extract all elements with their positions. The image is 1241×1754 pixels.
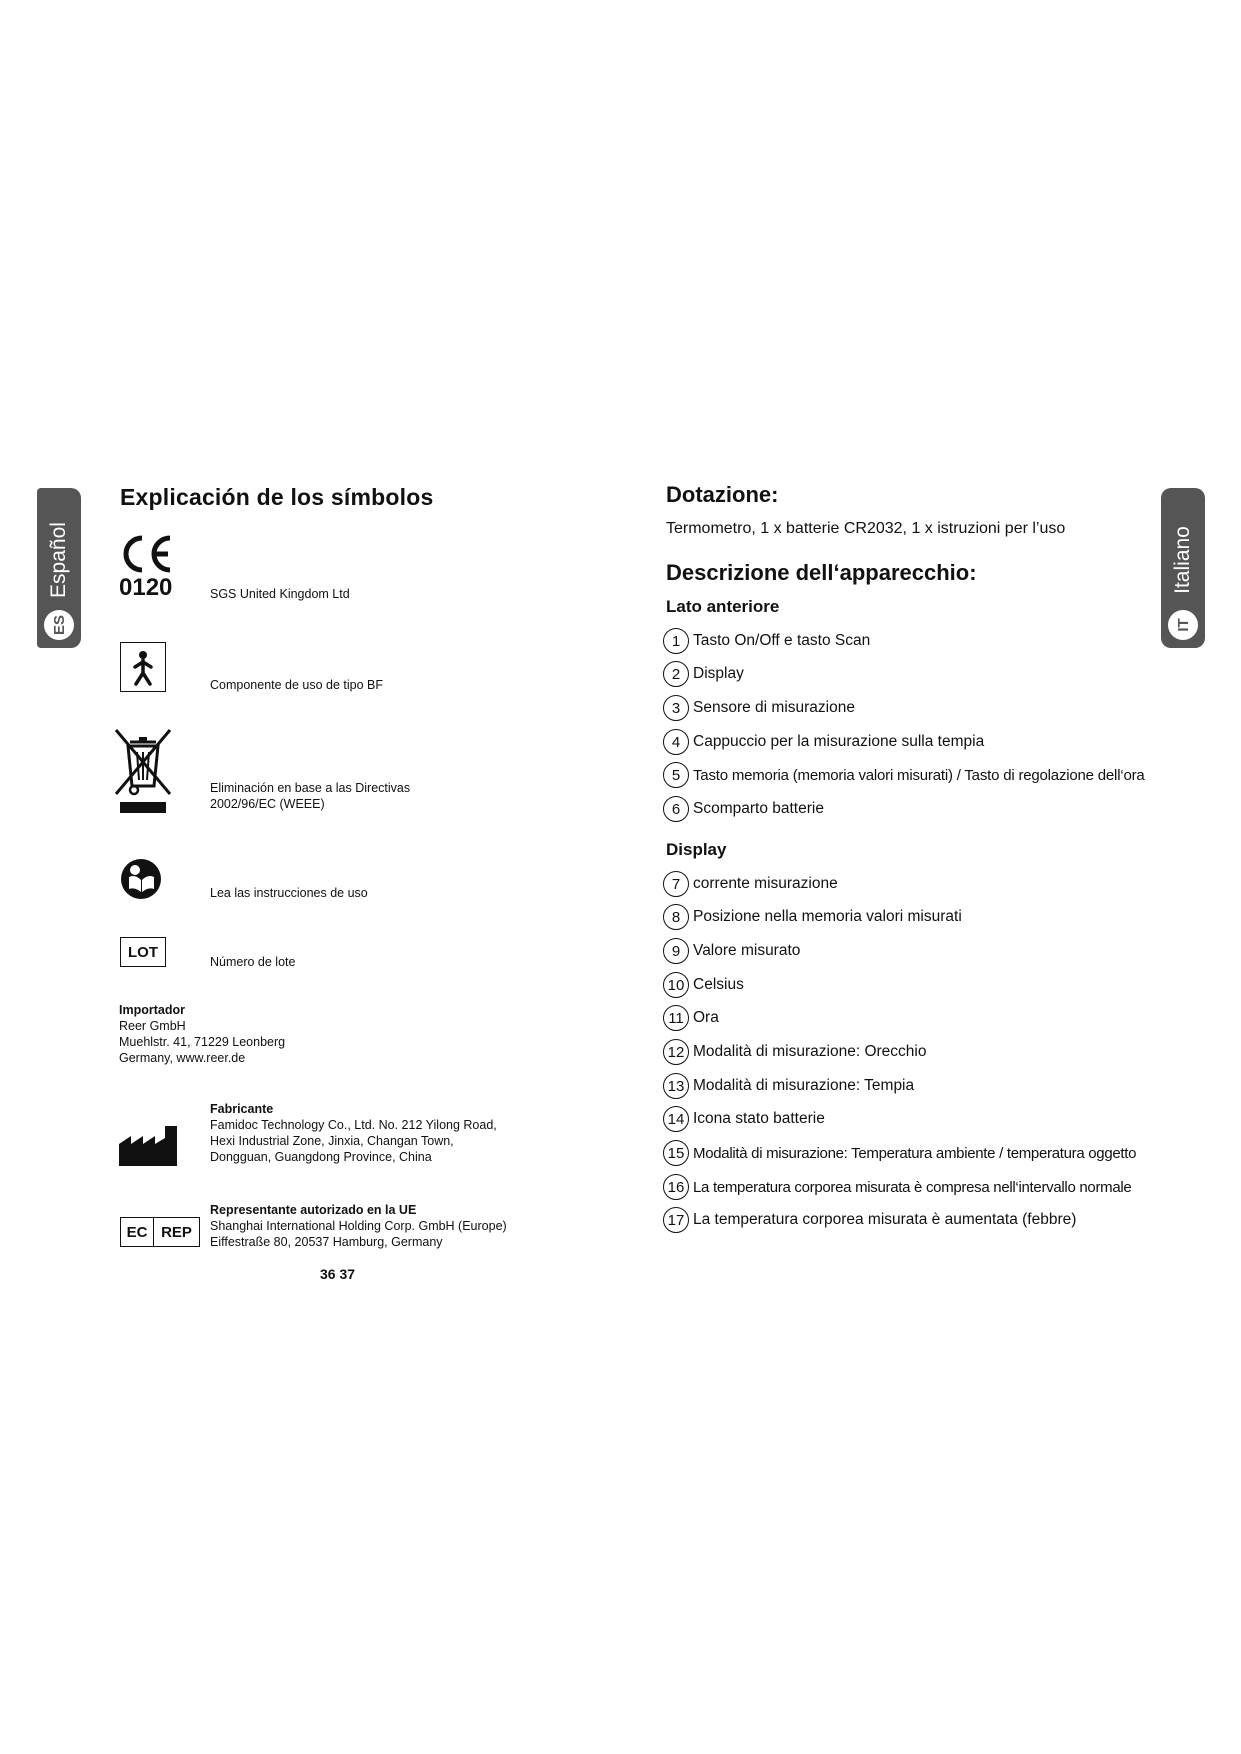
item-text: Sensore di misurazione: [693, 699, 855, 716]
eu-rep-block: [210, 1202, 507, 1250]
ce-notified-body-number: 0120: [119, 574, 173, 601]
list-item: [663, 1205, 1076, 1235]
ec-rep-icon-rep: REP: [161, 1223, 192, 1241]
language-tab-it-label: Italiano: [1171, 526, 1194, 594]
list-item: [663, 936, 800, 966]
list-item: [663, 1138, 1136, 1168]
dotazione-title: Dotazione:: [666, 482, 779, 507]
display-heading: Display: [666, 840, 727, 859]
importer-block: [119, 1002, 285, 1066]
item-text: Scomparto batterie: [693, 800, 824, 817]
item-number-badge: 13: [663, 1073, 689, 1099]
eu-rep-line: Shanghai International Holding Corp. GmbH (Europe): [210, 1219, 507, 1233]
item-text: Modalità di misurazione: Tempia: [693, 1077, 915, 1094]
dotazione-text: Termometro, 1 x batterie CR2032, 1 x istruzioni per l’uso: [666, 520, 1066, 537]
item-text: Modalità di misurazione: Temperatura ambiente / temperatura oggetto: [693, 1144, 1137, 1162]
list-item: [663, 626, 870, 656]
item-text: Display: [693, 665, 744, 682]
list-item: [663, 869, 838, 899]
ec-rep-icon: [120, 1217, 200, 1247]
item-number-badge: 3: [663, 695, 689, 721]
list-item: [663, 693, 855, 723]
list-item: [663, 760, 1145, 790]
weee-bin-icon: [112, 728, 174, 819]
item-text: Icona stato batterie: [693, 1110, 825, 1127]
importer-heading: Importador: [119, 1003, 185, 1017]
ce-mark-caption: SGS United Kingdom Ltd: [210, 587, 350, 601]
importer-line: Reer GmbH: [119, 1019, 186, 1033]
lot-caption: Número de lote: [210, 955, 296, 969]
list-item: [663, 659, 744, 689]
symbols-title: Explicación de los símbolos: [120, 484, 434, 510]
item-text: Modalità di misurazione: Orecchio: [693, 1043, 927, 1060]
list-item: [663, 1003, 719, 1033]
type-bf-icon: [120, 642, 166, 692]
item-number-badge: 5: [663, 762, 689, 788]
item-text: corrente misurazione: [693, 875, 838, 892]
manufacturer-icon: [119, 1126, 177, 1171]
descrizione-title: Descrizione dell‘apparecchio:: [666, 560, 977, 585]
read-instructions-icon: [120, 858, 162, 905]
item-number-badge: 17: [663, 1207, 689, 1233]
item-number-badge: 11: [663, 1005, 689, 1031]
read-instructions-caption: Lea las instrucciones de uso: [210, 886, 368, 900]
manufacturer-heading: Fabricante: [210, 1102, 274, 1116]
item-text: Tasto memoria (memoria valori misurati) / Tasto di regolazione dell‘ora: [693, 766, 1145, 784]
item-text: Ora: [693, 1009, 719, 1026]
list-item: [663, 902, 962, 932]
type-bf-caption: Componente de uso de tipo BF: [210, 678, 384, 692]
weee-caption-line2: 2002/96/EC (WEEE): [210, 797, 325, 811]
item-text: La temperatura corporea misurata è compresa nell‘intervallo normale: [693, 1178, 1132, 1196]
item-number-badge: 12: [663, 1039, 689, 1065]
item-number-badge: 6: [663, 796, 689, 822]
list-item: [663, 1172, 1131, 1202]
list-item: [663, 1037, 926, 1067]
item-number-badge: 15: [663, 1140, 689, 1166]
item-text: Cappuccio per la misurazione sulla tempia: [693, 733, 985, 750]
item-number-badge: 4: [663, 729, 689, 755]
lot-icon: [120, 937, 166, 967]
language-tab-es-code: ES: [44, 610, 74, 640]
item-number-badge: 10: [663, 972, 689, 998]
ec-rep-icon-ec: EC: [121, 1218, 154, 1246]
manufacturer-line: Hexi Industrial Zone, Jinxia, Changan Town,: [210, 1134, 454, 1148]
item-text: Celsius: [693, 976, 744, 993]
importer-line: Germany, www.reer.de: [119, 1051, 246, 1065]
item-number-badge: 16: [663, 1174, 689, 1200]
list-item: [663, 794, 824, 824]
language-tab-it: [1161, 488, 1205, 648]
list-item: [663, 727, 984, 757]
lot-icon-text: LOT: [128, 943, 158, 961]
item-number-badge: 8: [663, 904, 689, 930]
item-text: Valore misurato: [693, 942, 801, 959]
list-item: [663, 970, 744, 1000]
item-text: La temperatura corporea misurata è aumentata (febbre): [693, 1211, 1077, 1228]
item-text: Tasto On/Off e tasto Scan: [693, 632, 871, 649]
item-number-badge: 7: [663, 871, 689, 897]
front-side-heading: Lato anteriore: [666, 597, 780, 616]
item-number-badge: 9: [663, 938, 689, 964]
language-tab-it-code: IT: [1168, 610, 1198, 640]
language-tab-es: [37, 488, 81, 648]
importer-line: Muehlstr. 41, 71229 Leonberg: [119, 1035, 286, 1049]
eu-rep-line: Eiffestraße 80, 20537 Hamburg, Germany: [210, 1235, 443, 1249]
list-item: [663, 1071, 914, 1101]
page-numbers: 36 37: [320, 1266, 356, 1282]
manufacturer-line: Famidoc Technology Co., Ltd. No. 212 Yilong Road,: [210, 1118, 497, 1132]
item-text: Posizione nella memoria valori misurati: [693, 908, 962, 925]
manufacturer-line: Dongguan, Guangdong Province, China: [210, 1150, 432, 1164]
weee-caption-line1: Eliminación en base a las Directivas: [210, 781, 411, 795]
list-item: [663, 1104, 825, 1134]
item-number-badge: 14: [663, 1106, 689, 1132]
manufacturer-block: [210, 1101, 497, 1165]
item-number-badge: 2: [663, 661, 689, 687]
eu-rep-heading: Representante autorizado en la UE: [210, 1203, 417, 1217]
language-tab-es-label: Español: [47, 522, 70, 598]
item-number-badge: 1: [663, 628, 689, 654]
